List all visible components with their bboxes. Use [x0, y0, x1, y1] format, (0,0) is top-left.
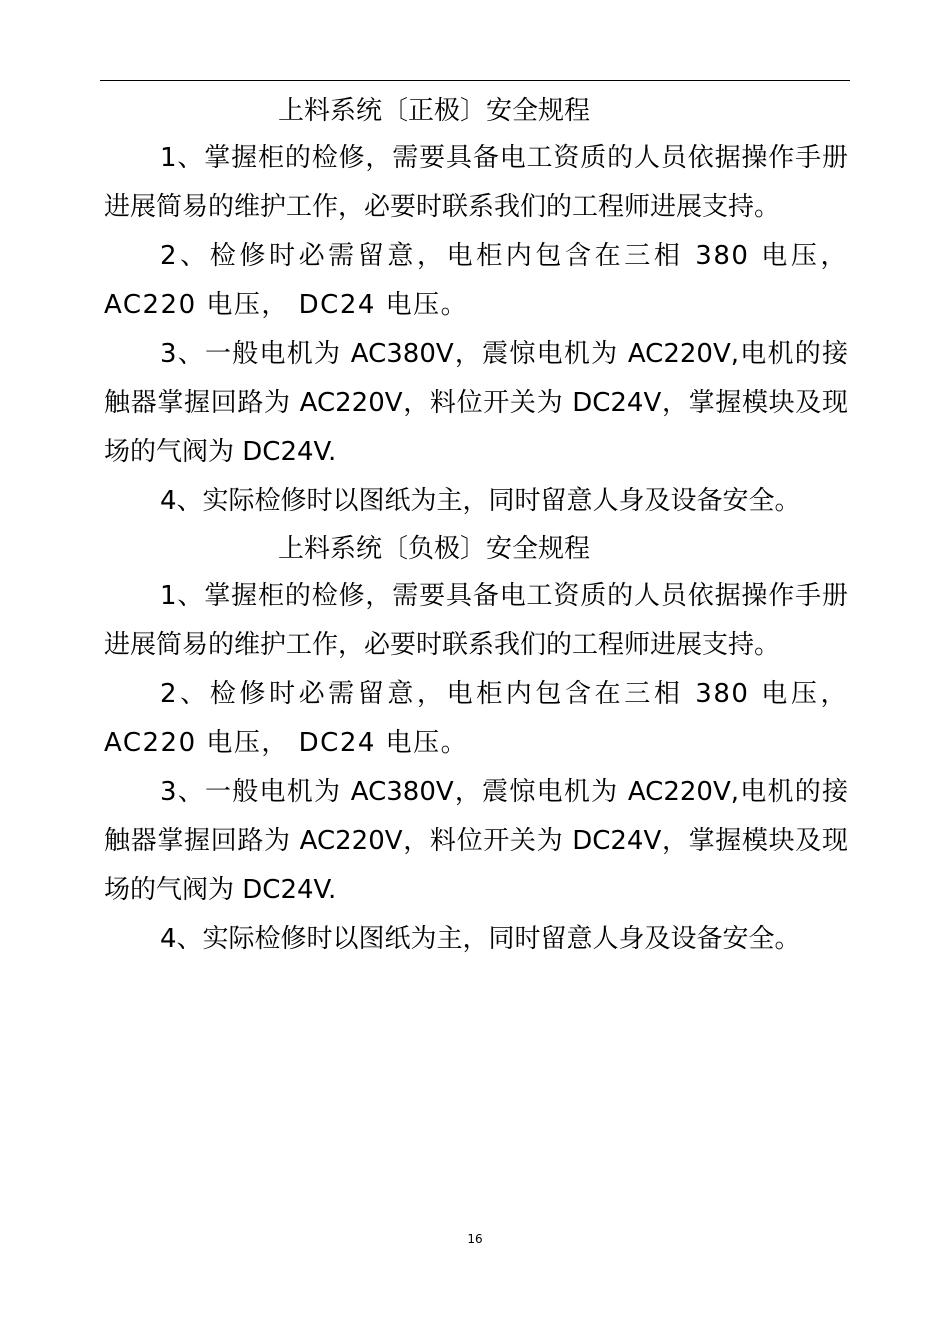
paragraph: 2、检修时必需留意，电柜内包含在三相 380 电压，AC220 电压， DC24 电压。 — [104, 679, 848, 758]
section-positive — [104, 88, 848, 526]
paragraph: 1、掌握柜的检修，需要具备电工资质的人员依据操作手册进展简易的维护工作，必要时联系我们的工程师进展支持。 — [104, 143, 848, 222]
paragraph: 4、实际检修时以图纸为主，同时留意人身及设备安全。 — [160, 924, 801, 954]
header-rule — [100, 80, 850, 81]
section-negative — [104, 526, 848, 964]
page-number: 16 — [467, 1232, 483, 1246]
paragraph: 1、掌握柜的检修，需要具备电工资质的人员依据操作手册进展简易的维护工作，必要时联系我们的工程师进展支持。 — [104, 581, 848, 660]
paragraph: 2、检修时必需留意，电柜内包含在三相 380 电压，AC220 电压， DC24 电压。 — [104, 241, 848, 320]
paragraph: 3、一般电机为 AC380V，震惊电机为 AC220V,电机的接触器掌握回路为 AC220V，料位开关为 DC24V，掌握模块及现场的气阀为 DC24V. — [104, 339, 848, 467]
paragraph: 4、实际检修时以图纸为主，同时留意人身及设备安全。 — [160, 486, 801, 516]
section-title: 上料系统〔负极〕安全规程 — [278, 534, 591, 564]
paragraph: 3、一般电机为 AC380V，震惊电机为 AC220V,电机的接触器掌握回路为 AC220V，料位开关为 DC24V，掌握模块及现场的气阀为 DC24V. — [104, 777, 848, 905]
section-title: 上料系统〔正极〕安全规程 — [278, 96, 591, 126]
page-content — [104, 88, 848, 964]
